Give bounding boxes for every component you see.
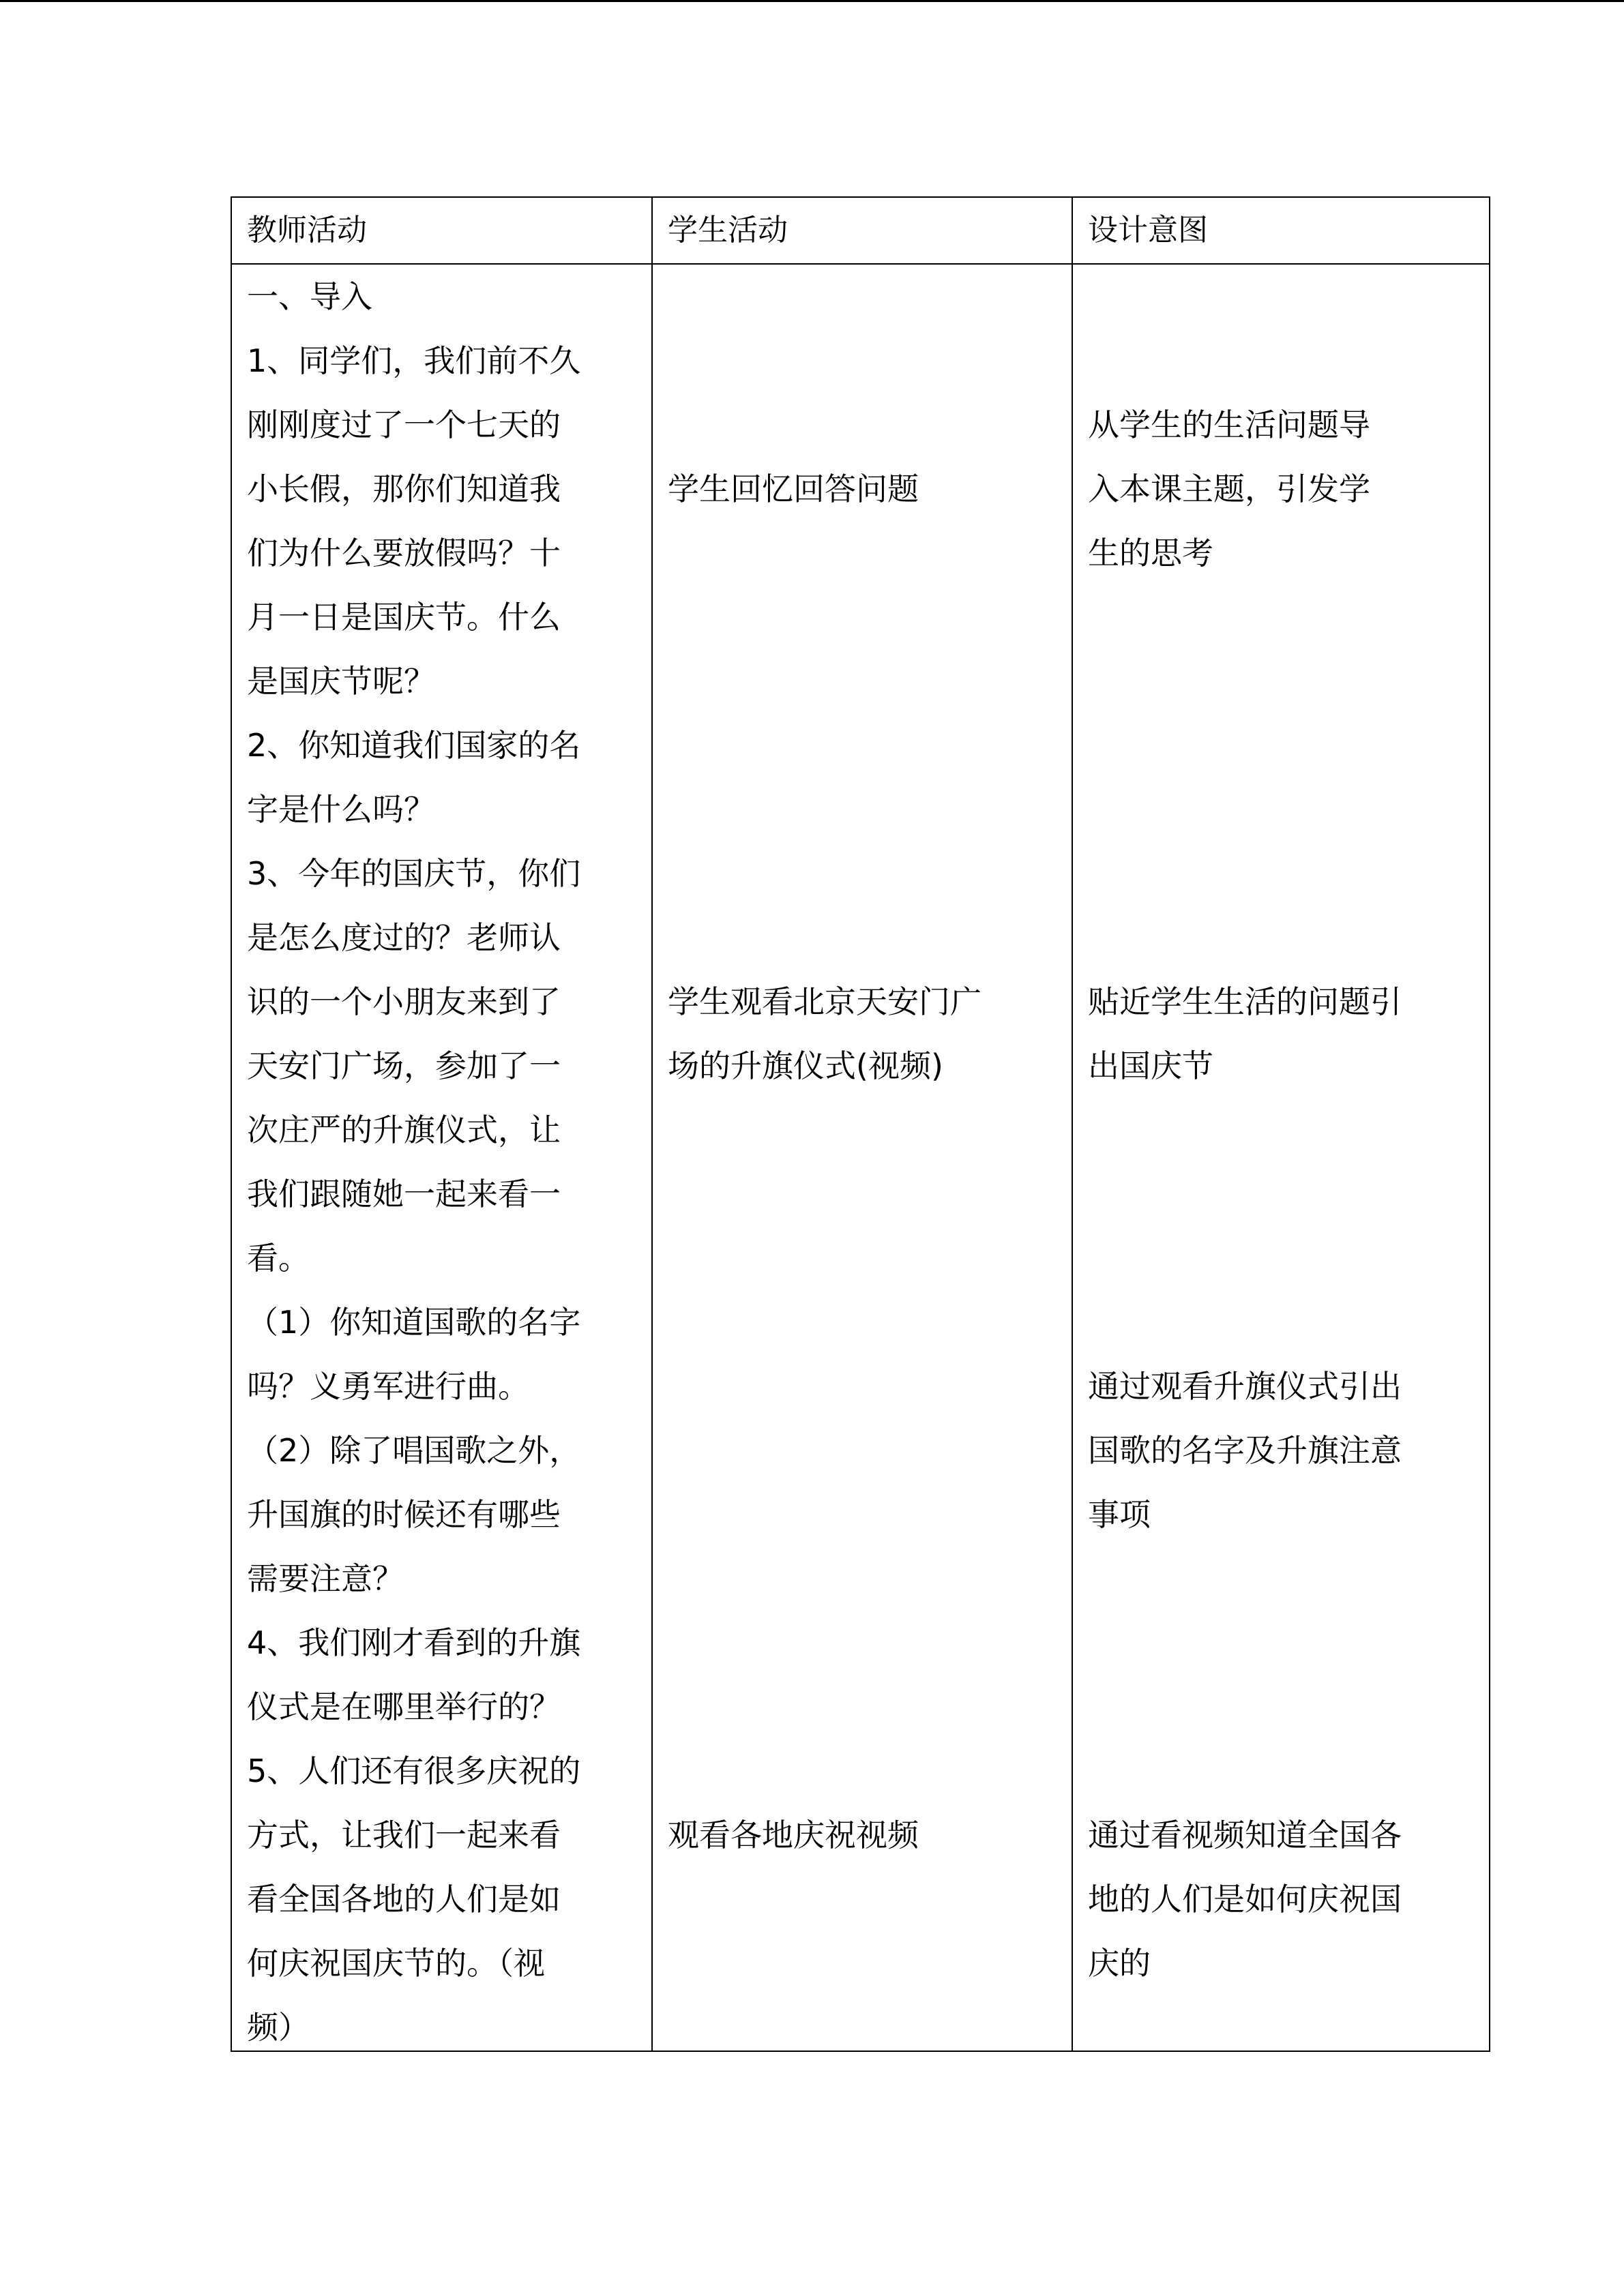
teacher-line: 仪式是在哪里举行的？ (247, 1688, 561, 1725)
teacher-line: 看全国各地的人们是如 (247, 1881, 561, 1918)
teacher-line: 我们跟随她一起来看一 (247, 1176, 561, 1212)
teacher-line: 需要注意？ (247, 1560, 404, 1597)
teacher-line: 是国庆节呢？ (247, 663, 435, 700)
intent-line: 庆的 (1088, 1945, 1151, 1982)
teacher-line: 5、人们还有很多庆祝的 (247, 1753, 581, 1789)
teacher-line: 频） (247, 2009, 310, 2046)
teacher-line: 2、你知道我们国家的名 (247, 727, 581, 764)
teacher-line: 刚刚度过了一个七天的 (247, 406, 561, 443)
teacher-line: 4、我们刚才看到的升旗 (247, 1624, 581, 1661)
teacher-line: 识的一个小朋友来到了 (247, 983, 561, 1020)
intent-line: 出国庆节 (1088, 1047, 1213, 1084)
table-body-row (231, 264, 1490, 2051)
teacher-line: 3、今年的国庆节，你们 (247, 855, 581, 892)
lesson-plan-table (231, 196, 1490, 2052)
intent-line: 地的人们是如何庆祝国 (1088, 1881, 1402, 1918)
student-line: 学生回忆回答问题 (668, 471, 919, 507)
intent-line: 生的思考 (1088, 535, 1213, 571)
teacher-line: （2）除了唱国歌之外， (247, 1432, 581, 1469)
header-teacher-activity: 教师活动 (231, 197, 652, 264)
teacher-activity-cell (231, 264, 652, 2051)
student-activity-cell (652, 264, 1072, 2051)
teacher-line: 是怎么度过的？老师认 (247, 919, 561, 956)
teacher-line: 一、导入 (247, 278, 372, 315)
intent-line: 通过观看升旗仪式引出 (1088, 1368, 1402, 1405)
teacher-line: 月一日是国庆节。什么 (247, 599, 561, 636)
teacher-line: 1、同学们，我们前不久 (247, 342, 581, 379)
page-top-border (0, 0, 1624, 2)
teacher-line: 次庄严的升旗仪式，让 (247, 1112, 561, 1148)
teacher-line: 方式，让我们一起来看 (247, 1817, 561, 1853)
intent-line: 入本课主题，引发学 (1088, 471, 1370, 507)
teacher-line: 们为什么要放假吗？十 (247, 535, 561, 571)
design-intent-cell (1072, 264, 1490, 2051)
teacher-line: （1）你知道国歌的名字 (247, 1304, 581, 1341)
intent-line: 事项 (1088, 1496, 1151, 1533)
teacher-line: 字是什么吗？ (247, 791, 435, 828)
intent-line: 国歌的名字及升旗注意 (1088, 1432, 1402, 1469)
teacher-line: 何庆祝国庆节的。（视 (247, 1945, 545, 1982)
teacher-line: 看。 (247, 1240, 310, 1277)
teacher-line: 升国旗的时候还有哪些 (247, 1496, 561, 1533)
intent-line: 从学生的生活问题导 (1088, 406, 1370, 443)
header-design-intent: 设计意图 (1072, 197, 1490, 264)
student-line: 场的升旗仪式(视频) (668, 1047, 943, 1084)
teacher-line: 小长假，那你们知道我 (247, 471, 561, 507)
teacher-line: 吗？义勇军进行曲。 (247, 1368, 529, 1405)
teacher-line: 天安门广场，参加了一 (247, 1047, 561, 1084)
student-line: 观看各地庆祝视频 (668, 1817, 919, 1853)
table-header-row (231, 197, 1490, 264)
intent-line: 贴近学生生活的问题引 (1088, 983, 1402, 1020)
header-student-activity: 学生活动 (652, 197, 1072, 264)
intent-line: 通过看视频知道全国各 (1088, 1817, 1402, 1853)
student-line: 学生观看北京天安门广 (668, 983, 981, 1020)
